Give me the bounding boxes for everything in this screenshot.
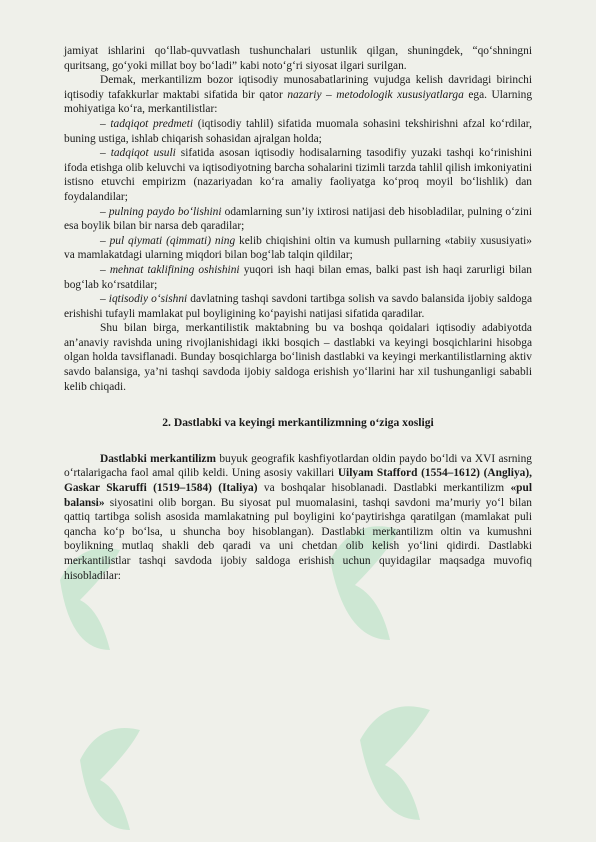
text-run: yuqori ish haqi bilan emas, balki past ish haqi zarurligi bilan bog‘lab ko‘rsatdilar; (64, 263, 532, 291)
bold-term: «pul balansi» (64, 482, 532, 509)
paragraph (64, 146, 532, 204)
text-run: – (100, 263, 110, 276)
paragraph (64, 263, 532, 292)
section-heading: 2. Dastlabki va keyingi merkantilizmning o‘ziga xosligi (162, 416, 434, 430)
paragraph (64, 452, 532, 583)
text-run: kelib chiqishini oltin va kumush pullarning «tabiiy xususiyati» va mamlakatdagi ularning miqdori bilan bog‘lab talqin qildilar; (64, 234, 533, 262)
text-run: siyosatini olib borgan. Bu siyosat pul muomalasini, tashqi savdoni ma’muriy yo‘l bilan qattiq tartibga solish asosida mamlakatning pul boyligini ko‘paytirishga qaratilgan (mamlakat puli qancha ko‘p bo‘lsa, u shuncha boy hisoblangan). Dastlabki merkantilizm oltin va kumushni boylikning mutlaq shakli deb qaradi va uni chetdan olib kelish yo‘lini qidirdi. Dastlabki merkantilistlar tashqi savdoda ijobiy saldoga erishish uchun quyidagilar maqsadga muvofiq hisobladilar: (64, 496, 532, 582)
bold-term: Dastlabki merkantilizm (100, 452, 216, 465)
paragraph (64, 73, 532, 117)
italic-term: pulning paydo bo‘lishini (108, 205, 222, 218)
paragraph (64, 205, 532, 234)
text-run: – (100, 293, 109, 306)
text-run: sifatida asosan iqtisodiy hodisalarning tasodifiy yuzaki tashqi ko‘rinishini ifoda etishga olib keluvchi va iqtisodiyotning barcha sohalarini tizimli tarzda tahlil qilish imkoniyatini istisno etuvchi empirizm (nazariyadan ko‘ra amaliy faoliyatga ko‘proq moyil bo‘lishlik) dan foydalandilar; (64, 147, 532, 203)
italic-term: nazariy – metodologik xususiyatlarga (287, 88, 464, 101)
body-text-top (64, 44, 532, 394)
body-text-bottom (64, 452, 532, 583)
italic-term: iqtisodiy o‘sishni (108, 293, 188, 306)
text-run: – (100, 117, 111, 130)
paragraph (64, 321, 532, 394)
text-run: ega. Ularning mohiyatiga ko‘ra, merkantilistlar: (64, 88, 533, 116)
paragraph (64, 44, 532, 73)
italic-term: pul qiymati (qimmati) ning (109, 234, 236, 247)
text-run: – (100, 205, 109, 218)
paragraph (64, 234, 532, 263)
italic-term: mehnat taklifining oshishini (109, 263, 240, 276)
text-run: – (100, 234, 110, 247)
document-page (64, 44, 532, 583)
text-run: va boshqalar hisoblanadi. Dastlabki merkantilizm (257, 482, 511, 495)
italic-term: tadqiqot usuli (110, 147, 176, 160)
paragraph (64, 117, 532, 146)
text-run: Demak, merkantilizm bozor iqtisodiy munosabatlarining vujudga kelish davridagi birinchi iqtisodiy tafakkurlar maktabi sifatida bir qator (64, 74, 532, 101)
text-run: Shu bilan birga, merkantilistik maktabning bu va boshqa qoidalari iqtisodiy adabiyotda an’anaviy ravishda uning rivojlanishidagi ikki bosqich – dastlabki va keyingi bosqichlarini hisobga olgan holda tavsiflanadi. Bunday bosqichlarga bo‘linish dastlabki va keyingi merkantilistlarning aktiv savdo balansiga, ya’ni tashqi savdoda ijobiy saldoga erishish yo‘llarini har xil tushunganligi sababli kelib chiqadi. (64, 322, 532, 393)
text-run: (iqtisodiy tahlil) sifatida muomala sohasini tekshirishni afzal ko‘rdilar, buning ustiga, ishlab chiqarish sohasidan ajralgan holda; (64, 117, 532, 145)
bold-term: Uilyam Stafford (1554–1612) (Angliya), Gaskar Skaruffi (1519–1584) (Italiya) (64, 467, 533, 495)
text-run: odamlarning sun’iy ixtirosi natijasi deb hisobladilar, pulning o‘zini esa boylik bilan bir narsa deb qaradilar; (64, 205, 532, 233)
italic-term: tadqiqot predmeti (110, 117, 194, 130)
text-run: jamiyat ishlarini qo‘llab-quvvatlash tushunchalari ustunlik qilgan, shuningdek, “qo‘shningni quritsang, go‘yoki millat boy bo‘ladi” kabi noto‘g‘ri siyosat ilgari surilgan. (64, 45, 532, 72)
paragraph (64, 292, 532, 321)
text-run: buyuk geografik kashfiyotlardan oldin paydo bo‘ldi va XVI asrning o‘rtalarigacha faol amal qilib keldi. Uning asosiy vakillari (64, 452, 532, 480)
text-run: – (100, 147, 111, 160)
text-run: davlatning tashqi savdoni tartibga solish va savdo balansida ijobiy saldoga erishishi tufayli mamlakat pul boyligining ko‘payishi natijasi sifatida qaradilar. (64, 293, 532, 320)
